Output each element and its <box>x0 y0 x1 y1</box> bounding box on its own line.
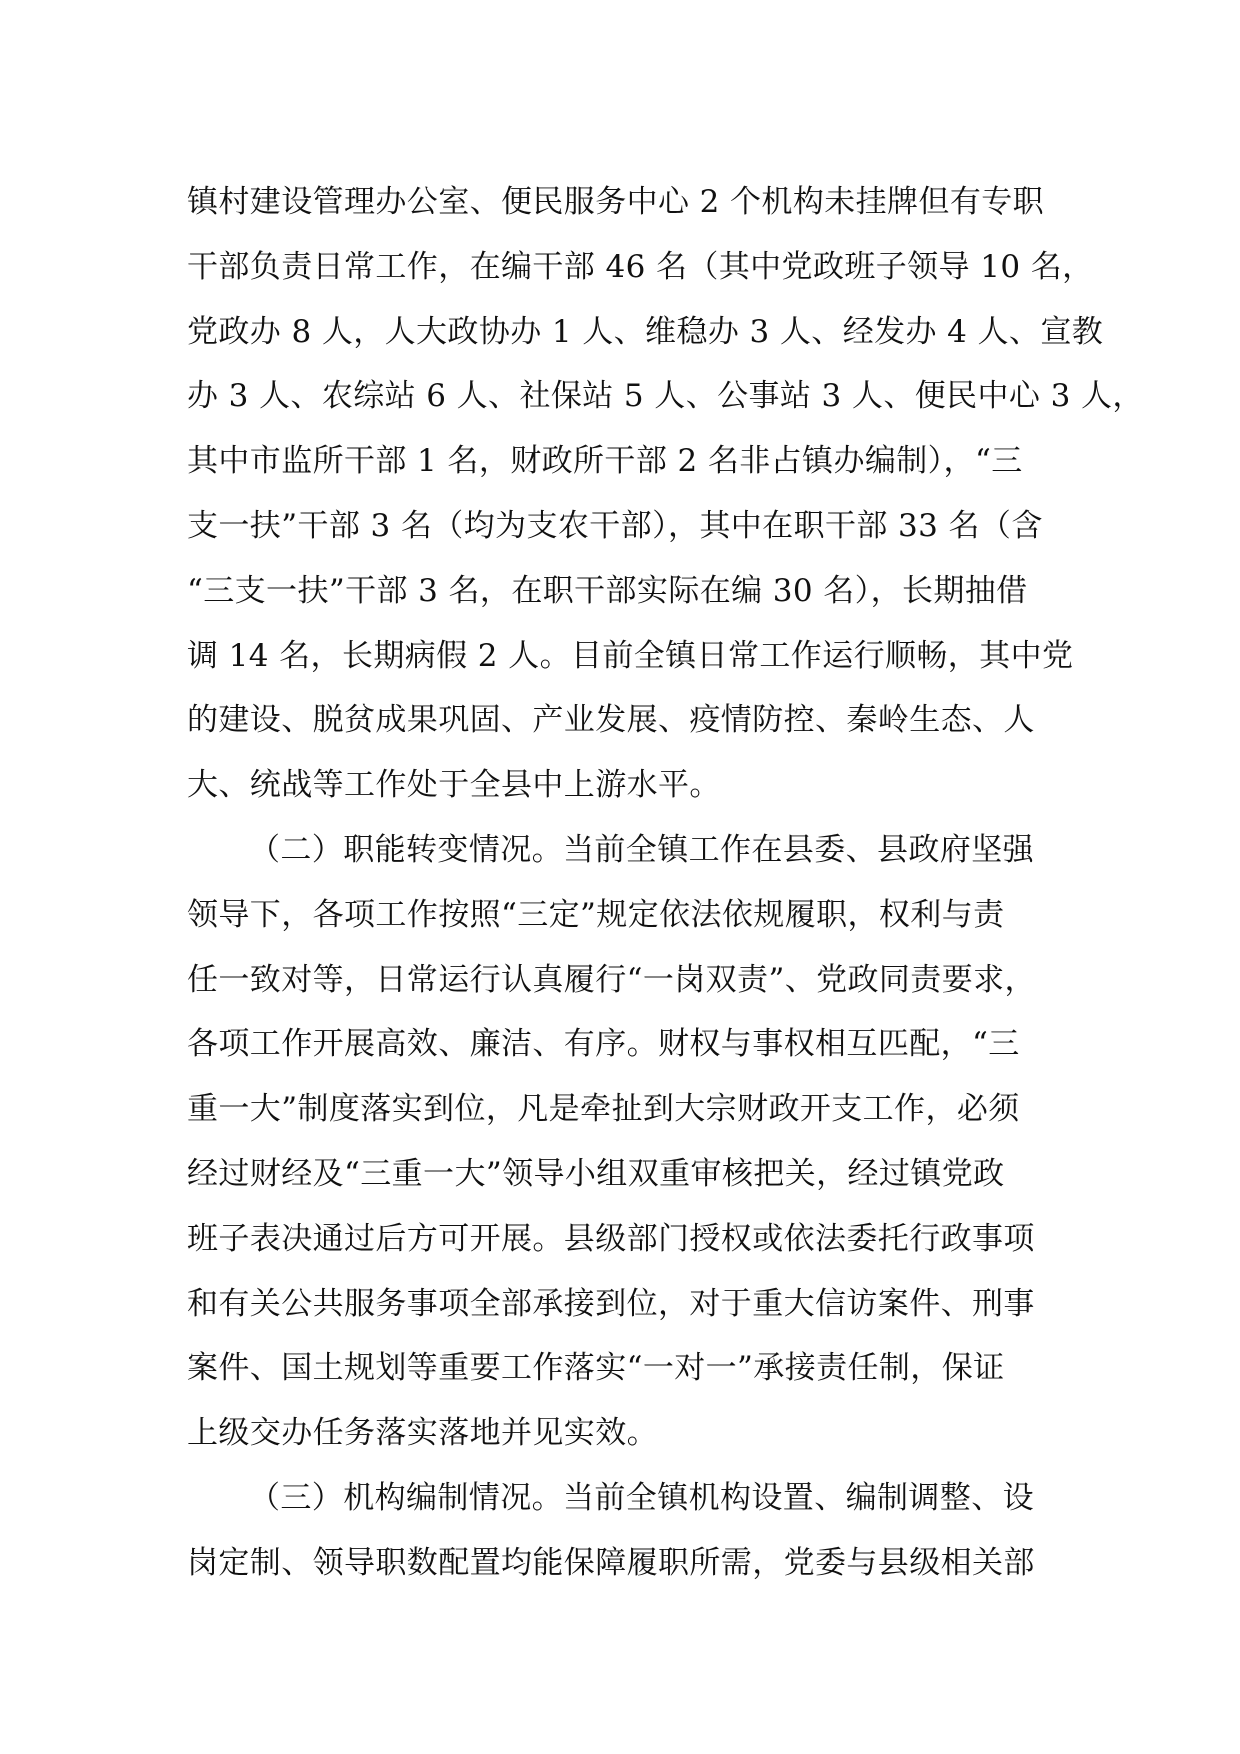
section-heading-line: （三）机构编制情况。当前全镇机构设置、编制调整、设 <box>249 1479 1034 1516</box>
text-line: 支一扶”干部 3 名（均为支农干部），其中在职干部 33 名（含 <box>187 507 1043 544</box>
text-line: 大、统战等工作处于全县中上游水平。 <box>187 767 721 804</box>
text-line: 经过财经及“三重一大”领导小组双重审核把关，经过镇党政 <box>187 1155 1005 1192</box>
text-line: 案件、国土规划等重要工作落实“一对一”承接责任制，保证 <box>187 1350 1005 1387</box>
text-line: 重一大”制度落实到位，凡是牵扯到大宗财政开支工作，必须 <box>187 1091 1020 1128</box>
text-line: 各项工作开展高效、廉洁、有序。财权与事权相互匹配，“三 <box>187 1026 1020 1063</box>
text-line: 班子表决通过后方可开展。县级部门授权或依法委托行政事项 <box>187 1220 1035 1257</box>
section-heading-line: （二）职能转变情况。当前全镇工作在县委、县政府坚强 <box>249 831 1034 868</box>
text-line: 和有关公共服务事项全部承接到位，对于重大信访案件、刑事 <box>187 1285 1035 1322</box>
text-line: 干部负责日常工作，在编干部 46 名（其中党政班子领导 10 名， <box>187 248 1094 285</box>
text-line: 岗定制、领导职数配置均能保障履职所需，党委与县级相关部 <box>187 1544 1035 1581</box>
text-line: 领导下，各项工作按照“三定”规定依法依规履职，权利与责 <box>187 896 1005 933</box>
text-line: 上级交办任务落实落地并见实效。 <box>187 1415 658 1452</box>
text-line: 调 14 名，长期病假 2 人。目前全镇日常工作运行顺畅，其中党 <box>187 637 1074 674</box>
text-line: 的建设、脱贫成果巩固、产业发展、疫情防控、秦岭生态、人 <box>187 702 1035 739</box>
text-line: 镇村建设管理办公室、便民服务中心 2 个机构未挂牌但有专职 <box>187 184 1045 220</box>
text-line: 党政办 8 人，人大政协办 1 人、维稳办 3 人、经发办 4 人、宣教 <box>187 313 1104 350</box>
text-line: 任一致对等，日常运行认真履行“一岗双责”、党政同责要求， <box>187 961 1036 998</box>
body-text <box>187 170 1144 1596</box>
text-line: “三支一扶”干部 3 名，在职干部实际在编 30 名），长期抽借 <box>187 572 1028 609</box>
text-line: 其中市监所干部 1 名，财政所干部 2 名非占镇办编制），“三 <box>187 443 1023 480</box>
text-line: 办 3 人、农综站 6 人、社保站 5 人、公事站 3 人、便民中心 3 人， <box>187 378 1144 415</box>
